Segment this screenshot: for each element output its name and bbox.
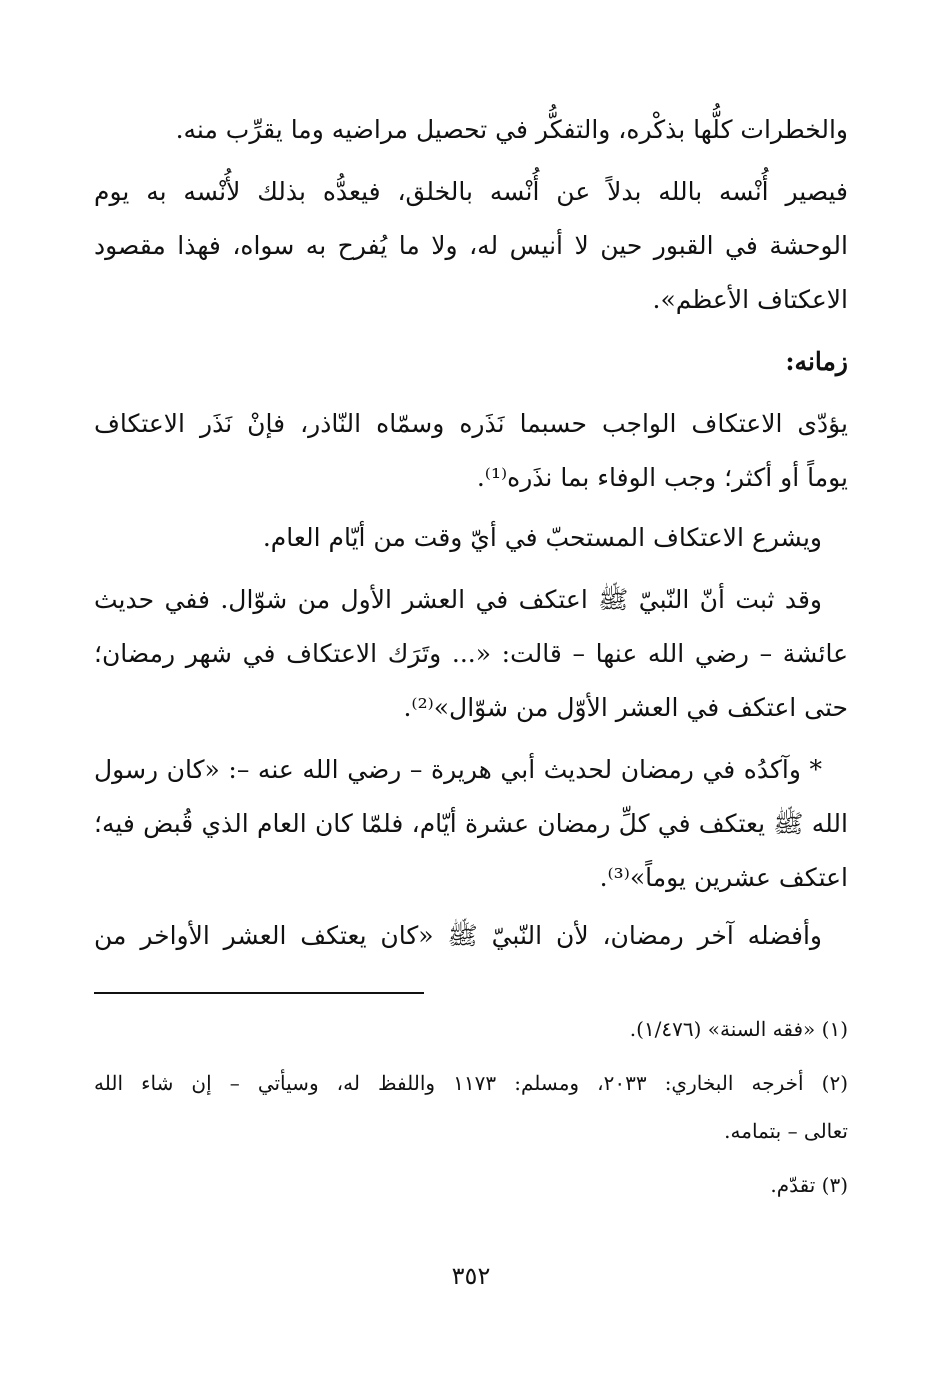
body-line-4: الاعكتاف الأعظم». — [652, 285, 848, 314]
footnote-separator — [94, 992, 424, 994]
body-line-12: * وآكدُه في رمضان لحديث أبي هريرة – رضي الله عنه –: «كان رسول — [94, 755, 822, 784]
footnote-3: (٣) تقدّم. — [770, 1173, 848, 1197]
body-line-11: حتى اعتكف في العشر الأوّل من شوّال»⁽²⁾. — [403, 693, 848, 722]
body-line-8: ويشرع الاعتكاف المستحبّ في أيّ وقت من أيّام العام. — [262, 523, 822, 552]
body-line-14: اعتكف عشرين يوماً»⁽³⁾. — [599, 863, 848, 892]
footnote-2-continued: تعالى – بتمامه. — [724, 1119, 848, 1143]
body-line-13: الله ﷺ يعتكف في كلِّ رمضان عشرة أيّام، فلمّا كان العام الذي قُبض فيه؛ — [94, 809, 848, 838]
body-line-7: يوماً أو أكثر؛ وجب الوفاء بما نذَره⁽¹⁾. — [476, 463, 848, 492]
body-line-2: فيصير أُنْسه بالله بدلاً عن أُنْسه بالخلق، فيعدُّه بذلك لأُنْسه به يوم — [94, 177, 848, 206]
body-line-9: وقد ثبت أنّ النّبيّ ﷺ اعتكف في العشر الأول من شوّال. ففي حديث — [94, 585, 822, 614]
section-heading: زمانه: — [785, 347, 848, 376]
body-line-15: وأفضله آخر رمضان، لأن النّبيّ ﷺ «كان يعتكف العشر الأواخر من — [94, 921, 822, 950]
footnote-1: (١) «فقه السنة» (١/٤٧٦). — [629, 1017, 848, 1041]
body-line-1: والخطرات كلُّها بذكْره، والتفكُّر في تحصيل مراضيه وما يقرِّب منه. — [175, 115, 848, 144]
page-number: ٣٥٢ — [451, 1262, 491, 1290]
body-line-6: يؤدّى الاعتكاف الواجب حسبما نَذَره وسمّاه النّاذر، فإنْ نَذَر الاعتكاف — [94, 409, 848, 438]
body-line-10: عائشة – رضي الله عنها – قالت: «... وتَرَك الاعتكاف في شهر رمضان؛ — [94, 639, 848, 668]
footnote-2: (٢) أخرجه البخاري: ٢٠٣٣، ومسلم: ١١٧٣ واللفظ له، وسيأتي – إن شاء الله — [94, 1071, 848, 1095]
body-line-3: الوحشة في القبور حين لا أنيس له، ولا ما يُفرح به سواه، فهذا مقصود — [94, 231, 848, 260]
